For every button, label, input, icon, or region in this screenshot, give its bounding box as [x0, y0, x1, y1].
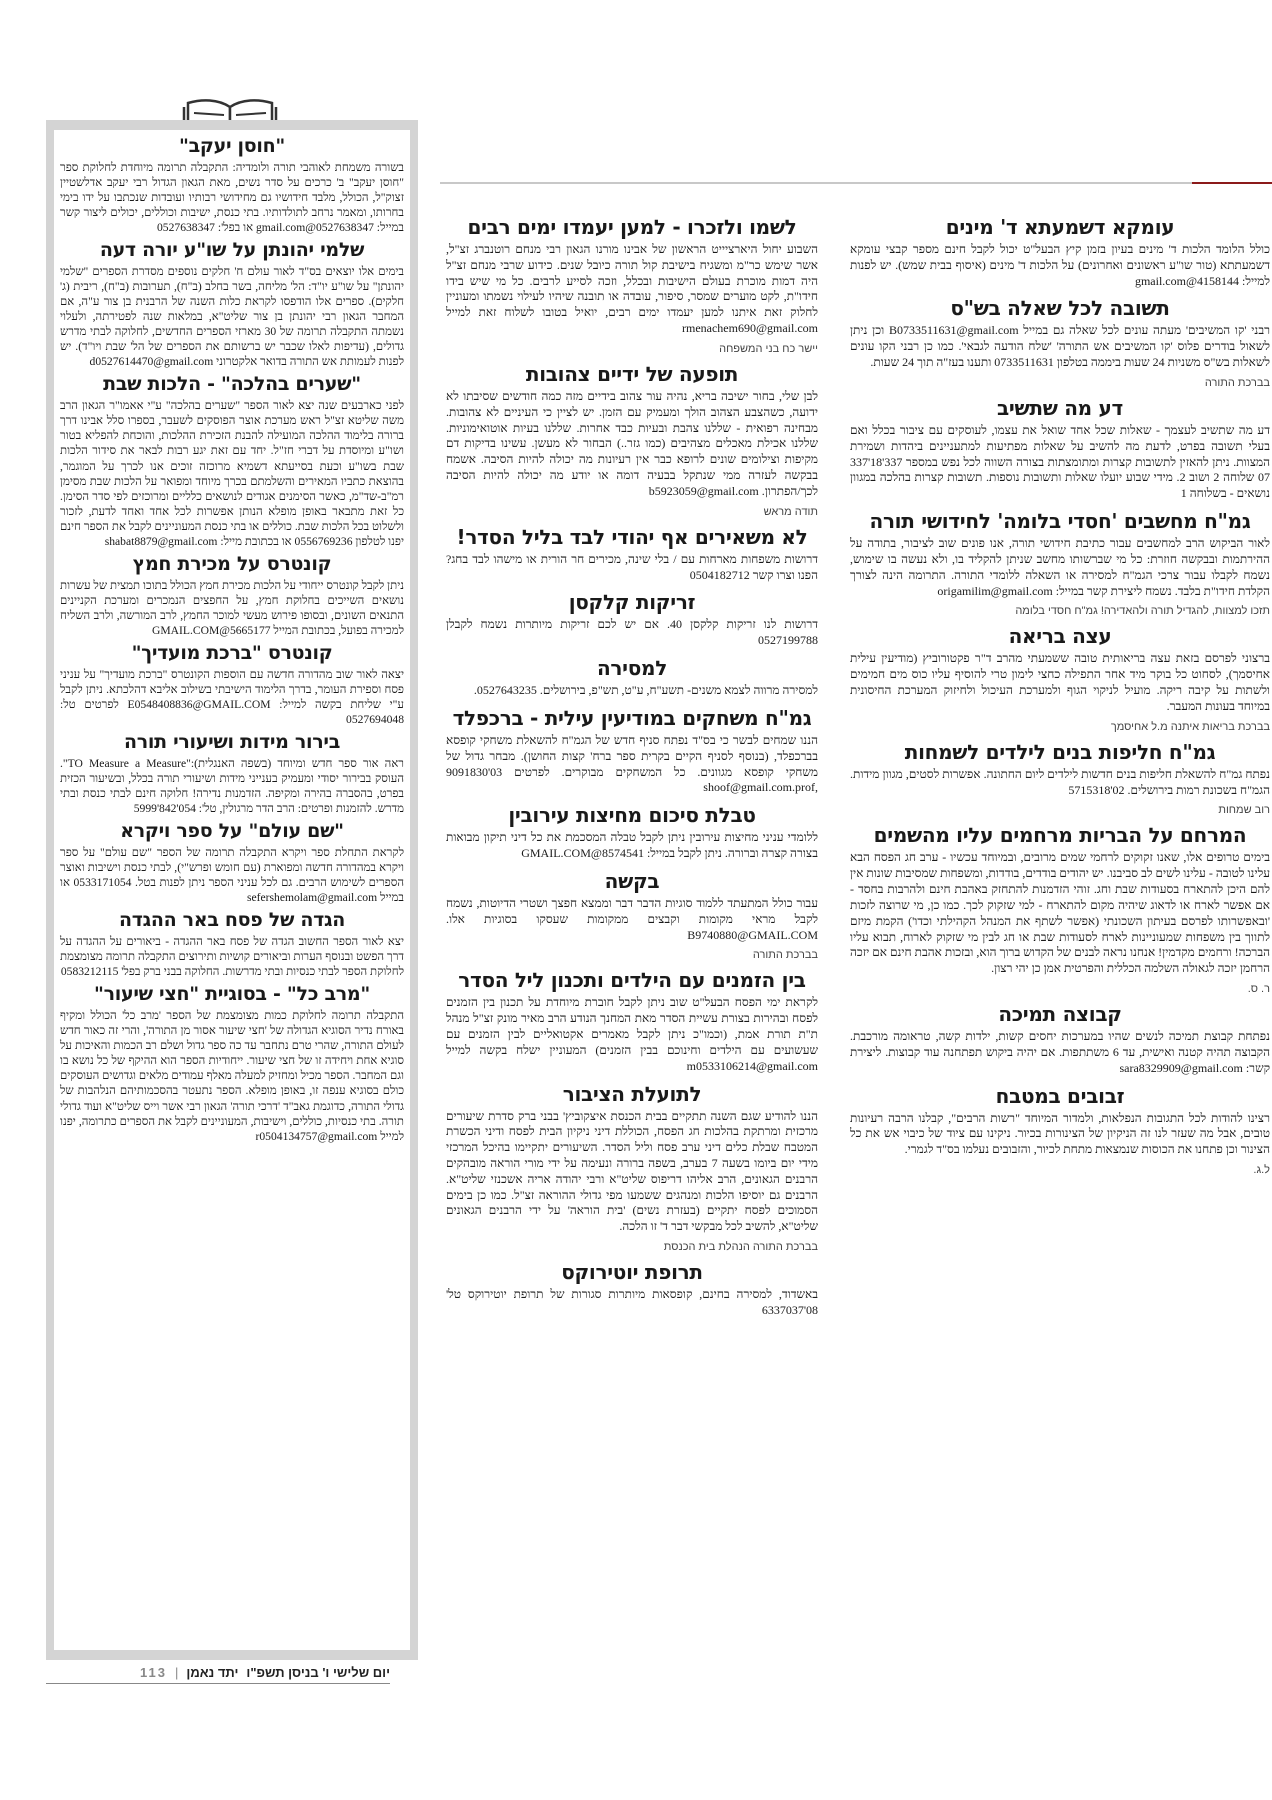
page-number: 113	[140, 1665, 168, 1680]
ad-body: ברצוני לפרסם בזאת עצה בריאותית טובה ששמעתי מהרב ד"ר פקטורוביץ (מודיעין עילית אחיסמך), לסחוט כל בוקר מיד אחר התפילה כחצי לימון טרי להוסיף עליו כוס מים חמימים ולשתות על קיבה ריקה. מועיל לניקוי הגוף ולמערכת העיכול ולחיזוק המערכת החיסונית במיוחד בעונות המעבר.	[850, 651, 1270, 713]
ad-signature: ר. ס.	[1247, 983, 1270, 996]
ad-title: לא משאירים אף יהודי לבד בליל הסדר!	[456, 524, 808, 549]
ad-body: עבור כולל המתעתד ללמוד סוגיות הדבר דבר וממצא חפצך ושטרי הדיוטות, נשמח לקבל מראי מקומות וקבצים ממקומות שעסקו בסוגיות אלו. B9740880@GMAIL.COM	[446, 895, 818, 942]
classified-ad	[850, 397, 1270, 502]
ad-body: למסירה מרווה לצמא משנים- תשע"ח, ע"ט, תש"פ, בירושלים. 0527643235.	[473, 683, 818, 698]
ad-title: זבובים במטבח	[995, 1083, 1125, 1108]
ad-signature: ל.ג.	[1253, 1163, 1270, 1176]
column-left	[46, 120, 418, 1660]
ad-body: לאור הביקוש הרב למחשבים עבור כתיבת חידושי תורה, אנו פונים שוב לציבור, בתודה על ההירתמות ובבקשה חוזרת: כל מי שברשותו מחשב שניתן להקליד בו, ולא נעשה בו שימוש, נשמח לקבלו עבור צרכי הגמ"ח למסירה או השאלה ללומדי התורה. התרומה הינה לצורך הקלדת חידו"ת בלבד. נשמח ליצירת קשר במייל: origamilim@gmail.com	[850, 536, 1270, 598]
ad-body: לפני כארבעים שנה יצא לאור הספר "שערים בהלכה" ע"י אאמו"ר הגאון הרב משה שליטא זצ"ל ראש מערכת אוצר הפוסקים לשעבר, בספרו סלל אבינו דרך ברורה בלימוד ההלכה המועילה להבנת הזכירת ההלכות, והוכחת להפליא בטור ושו"ע ומיוסדת על דברי חז"ל. יחד עם זאת יגע רבות לבאר את סידור הלכות שבת בשו"ע וכעת בסייעתא דשמיא מרוכזה זוכים אנו לכרך על המוגמר, בהוצאת כתביו המאירים והשלמתם בכרך מיוחד ומפואר על הלכות שבת מסימן רמ"ב-שד"מ, כאשר הסימנים אגודים לנושאים כלליים ומרוכזים לפי סדר הסימן. כל זאת מתבאר באופן מופלא הנותן אפשרות לכל אחד ואחד לדעת, לזכור ולשלוט בכל הלכות שבת. כוללים או בתי כנסת המעוניינים לקבל את הספר חינם יפנו לטלפון 0556769236 או בכתובת מייל: shabat8879@gmail.com	[60, 399, 404, 548]
classified-ad	[850, 741, 1270, 817]
ad-title: תשובה לכל שאלה בש"ס	[950, 296, 1170, 321]
classified-ad	[850, 297, 1270, 388]
footer-separator: |	[175, 1665, 179, 1680]
ad-title: המרחם על הבריות מרחמים עליו מהשמים	[873, 823, 1247, 848]
ad-title: גמ"ח משחקים במודיעין עילית - ברכפלד	[452, 705, 812, 730]
ad-body: רבני 'קו המשיבים' מעתה עונים לכל שאלה גם במייל B0733511631@gmail.com וכן ניתן לשאול בודרים פלוס 'קו המשיבים אש התורה' 'שלח הודעה לגבאי'. כמו כן רבני הקו עונים לשאלות בש"ס משניות 24 שעות ביממה בטלפון 0733511631 ותענו בעז"ה תוך 24 שעות.	[850, 323, 1270, 370]
ad-title: טבלת סיכום מחיצות עירובין	[508, 803, 756, 828]
ad-body: לקראת התחלת ספר ויקרא התקבלה תרומה של הספר "שם עולם" על ספר ויקרא במהדורה חדשה ומפוארת (עם חומש ופרש"י), לבתי כנסת וישיבות ואוצר הספרים לשימוש הרבים. גם לכל עניני הספר ניתן לפנות בטל. 0533171054 או במייל sefershemolam@gmail.com	[60, 846, 404, 905]
ad-title: בקשה	[604, 868, 660, 893]
classified-ad	[850, 625, 1270, 732]
ad-body: באשדוד, למסירה בחינם, קופסאות מיותרות סגורות של תרופת יוטירוקס טל' 08'6337037	[446, 1287, 818, 1317]
page-footer	[46, 1662, 390, 1684]
ad-title: גמ"ח חליפות בנים לילדים לשמחות	[904, 739, 1216, 764]
classified-ad	[446, 804, 818, 862]
classified-ad	[60, 374, 404, 548]
ad-body: הננו שמחים לבשר כי בס"ד נפתח סניף חדש של הגמ"ח להשאלת משחקי קופסא בברכפלד, (בנוסף לסניף הקיים בקרית ספר ברח' קצות החושן). מבחר גדול של משחקי קופסא מגוונים. כל המשחקים מבוקרים. לפרטים 03'9091830 ,shoof@gmail.com.prof	[446, 732, 818, 795]
ad-title: בירור מידות ושיעורי תורה	[124, 731, 340, 754]
ad-title: לשמו ולזכרו - למען יעמדו ימים רבים	[467, 215, 797, 239]
ad-title: בין הזמנים עם הילדים ותכנון ליל הסדר	[458, 968, 806, 993]
ad-title: קונטרס "ברכת מועדיך"	[131, 642, 333, 664]
ad-title: לתועלת הציבור	[562, 1081, 702, 1106]
ad-body: ללומדי עניני מחיצות עירובין ניתן לקבל טבלה המסכמת את כל דיני תיקון מבואות בצורה קצרה וברורה. ניתן לקבל במייל: 8574541@GMAIL.COM	[446, 830, 818, 861]
footer-publication: יתד נאמן	[186, 1665, 239, 1680]
ad-title: קונטרס על מכירת חמץ	[132, 552, 332, 575]
ad-body: דרושות לנו זריקות קלקסן 40. אם יש לכם זריקות מיותרות נשמח לקבלן 0527199788	[446, 617, 818, 648]
ad-signature: רוב שמחות	[1218, 804, 1270, 817]
classified-ad	[446, 707, 818, 796]
ad-body: בימים אלו יוצאים בס"ד לאור עולם ח' חלקים נוספים מסדרת הספרים "שלמי יהונתן" על שו"ע יו"ד: הל' מליחה, בשר בחלב (ב"ח), תערובות (ב"ח), ריבית (ג' חלקים). ספרים אלו הודפסו לקראת כלות השנה של הרבנית בן צור ע"ה, אם המחבר הגאון רבי יהונתן בן צור שליט"א, במלאות שנה לפטירתה, ולעלוי נשמתה התקבלה תרומה של 30 מארזי הספרים החדשים, לחלוקה לבתי מדרש גדולים, (עדיפות לאלו שכבר יש ברשותם את הספרים של הל' שבת ויו"ד). יש לפנות לעמותת אש התורה בדואר אלקטרוני d0527614470@gmail.com	[60, 265, 404, 369]
ad-body: נפתחת קבוצת תמיכה לנשים שהיו במערכות יחסים קשות, ילדות קשה, טראומה מורכבת. הקבוצה תהיה קטנה ואישית, עד 6 משתתפות. אם יהיה ביקוש תפתחנה עוד קבוצות. ליצירת קשר: sara8329909@gmail.com	[850, 1029, 1270, 1075]
ad-signature: תזכו למצוות, להגדיל תורה ולהאדירה! גמ"ח חסדי בלומה	[1015, 605, 1270, 618]
classified-ad	[850, 1085, 1270, 1176]
classified-ad	[446, 657, 818, 699]
ad-title: עומקא דשמעתא ד' מינים	[945, 215, 1175, 239]
ad-signature: יישר כח בני המשפחה	[719, 342, 818, 355]
ad-body: יצא לאור הספר החשוב הגדה של פסח באר ההגדה - ביאורים על ההגדה על דרך הפשט ובנוסף הערות וביאורים קושיות ותירוצים התקבלה תרומה מצומצמת לחלוקת הספר לבתי כנסיות ובתי מדרשות. החלוקה בבני ברק בפל' 0583212115	[60, 935, 404, 979]
ad-title: הגדה של פסח באר ההגדה	[119, 909, 345, 932]
ad-title: "מרב כל" - בסוגיית "חצי שיעור"	[94, 983, 370, 1006]
classified-ad	[446, 216, 818, 355]
ad-body: ראה אור ספר חדש ומיוחד (בשפה האנגלית):"TO Measure a Measure". העוסק בבירור יסודי ומעמיק בענייני מידות ושיעורי תורה בכלל, ובשיעור הכזית בפרט, בהסברה בהירה ומקיפה. הזדמנות נדירה! חלוקה חינם לבתי כנסת ובתי מדרש. להזמנות ופרטים: הרב הדר מרגולין, טל': 054'842'5999	[60, 756, 404, 816]
classified-ad	[60, 136, 404, 235]
classified-ad	[60, 821, 404, 905]
ad-body: רצינו להודות לכל התגובות הנפלאות, ולמדור המיוחד "רשות הרבים", קבלנו הרבה רעיונות טובים, אבל מה שעזר לנו זה הניקיון של הצינורות בכיור. ניקינו עם ציוד של כיבוי אש את כל הצינור וכן פתחנו את הכוסות שנמצאות מתחת לכיור, והזבובים נעלמו בס"ד לגמרי.	[850, 1110, 1270, 1157]
column-right	[850, 212, 1270, 1660]
header-divider	[440, 182, 1272, 184]
ad-signature: תודה מראש	[763, 505, 818, 518]
footer-date: יום שלישי ו' בניסן תשפ"ו	[246, 1665, 390, 1680]
ad-title: למסירה	[596, 656, 668, 681]
classified-ad	[446, 363, 818, 518]
classified-ad	[850, 1003, 1270, 1076]
ad-title: "שערים בהלכה" - הלכות שבת	[103, 373, 361, 396]
ad-title: שלמי יהונתן על שו"ע יורה דעה	[99, 239, 365, 262]
classified-ad	[446, 526, 818, 584]
ad-body: התקבלה תרומה לחלוקת כמות מצומצמת של הספר 'מרב כל' הכולל ומקיף באורח נדיר הסוגיא הגדולה של 'חצי שיעור אסור מן התורה', והרי זה כאור חדש לעולם התורה, שהרי טרם נתחבר עד כה ספר גדול ושלם רב הכמות והאיכות על סוגיא אחת ויחידה זו של חצי שיעור. ייחודיות הספר הוא ההיקף של כל נושא בו וגם המחבר. הספר מכיל ומחזיק למעלה מאלף עמודים מלאים וגדושים העוסקים כולם בסוגיא ענפה זו, באופן מופלא. הספר נתעטר בהסכמותיהם הנלהבות של גדולי התורה, כדוגמת גאב"ד 'דרכי תורה' הגאון רבי אשר וייס שליט"א ועוד גדולי תורה. בתי כנסיות, כוללים, וישיבות, המעוניינים לקבל את הספרים כתרומה, יפנו למייל r0504134757@gmail.com	[60, 1009, 404, 1143]
ad-body: ניתן לקבל קונטרס ייחודי על הלכות מכירת חמץ הכולל בתוכו תמצית של עשרות נושאים השייכים בחלוקת חמץ, על החפצים הנמכרים ומערכת הקניינים התנאים השונים, ובסופו פירוש מעשי למוכר החמץ, לרב המורשה, ולרב השליח למכירה בפועל, בכתובת המייל 5665177@GMAIL.COM	[60, 578, 404, 637]
ad-signature: בברכת בריאות איתנה מ.ל אחיסמך	[1110, 720, 1270, 733]
ad-title: זריקות קלקסן	[568, 590, 696, 615]
ad-body: כולל הלומד הלכות ד' מינים בעיון בזמן קיץ הבעל"ט יכול לקבל חינם מספר קבצי עומקא דשמעתתא (טור שו"ע ראשונים ואחרונים) על הלכות ד' מינים (איסוף בבית שמש). יש לפנות למייל: 4158144@gmail.com	[850, 242, 1270, 288]
ad-body: לבן שלי, בחור ישיבה בריא, נהיה עור צהוב בידיים מזה כמה חודשים שסיבתו לא ידועה, כשהצבע הצהוב הולך ומעמיק עם הזמן. יש לציין כי העיניים לא צהובות. מבחינה רפואית - שללנו צהבת ובעיות כבד אחרות. שללנו בעיות אוטואימוניות. שללנו אכילת מאכלים מצהיבים (כמו גזר..) הבחור לא מעשן. עשינו בדיקות דם מקיפות וצילומים שונים לרופא כבר אין רעיונות מה יכולה להיות הסיבה. אשמח בבקשה לעזרה ממי שנתקל בבעיה דומה או יודע מה יכולה להיות הסיבה לכך/הפתרון. b5923059@gmail.com	[446, 388, 818, 498]
classified-ad	[446, 591, 818, 649]
classified-ad	[850, 216, 1270, 289]
ad-body: השבוע יחול היארציייט הראשון של אבינו מורנו הגאון רבי מנחם רוטנברג זצ"ל, אשר שימש כר"מ ומשגיח בישיבת קול תורה כיובל שנים. כידוע שרבי מנחם זצ"ל היה דמות מוכרת בעולם הישיבות ובכלל, וזכה לסייע לרבים. כל מי שיש בידו חידו"ת, לקט מוערים שמסר, סיפור, עובדה או תובנה שיהיו לעילוי נשמתו ומעוניין לחלוק זאת איתנו למען יעמדו ימים רבים, יואיל בטובו לשלוח זאת למייל rmenachem690@gmail.com	[446, 242, 818, 336]
ad-title: גמ"ח מחשבים 'חסדי בלומה' לחידושי תורה	[869, 509, 1251, 534]
ad-body: בימים טרופים אלו, שאנו זקוקים לרחמי שמים מרובים, ובמיוחד עכשיו - ערב חג הפסח הבא עלינו לטובה - עלינו לשים לב סביבנו. יש יהודים בודדים, בודדות, ומשפחות שמסיבות שונות אין להם היכן להתארח בסעודות שבת וחג. זוהי הזדמנות להתחזק באהבת חינם ולהרבות בחסד - אם אפשר לארח או לדאוג שיהיה מקום להתארח - למי שזקוק לכך. כמו כן, מי שרוצה לזכות 'ובאפשרותו לפרסם בעיתון השכונתי (אפשר לשתף את המנהל הקהילתי וכדו') הקמת מיזם לתווך בין משפחות שמעוניינות לארח לסעודות שבת או חג לבין מי שזקוק לארוח, תבוא עליו הברכה! ורחמים מקדמין! אנחנו נראה לבנים של הקדוש ברוך הוא, ובזכות אהבת חינם אם יזכה הרחמן יזכה לגאולה השלמה הכללית והפרטית אמן כן יהי רצון.	[850, 850, 1270, 976]
classified-ad	[850, 510, 1270, 617]
ad-signature: בברכת התורה	[752, 949, 818, 962]
ad-title: תופעה של ידיים צהובות	[525, 361, 739, 386]
ad-body: דע מה שתשיב לעצמך - שאלות שכל אחד שואל את עצמו, לעוסקים עם ציבור בכלל ואם בעלי תשובה בפרט, לדעת מה להשיב על שאלות מפתיעות למתעניינים ביהדות ושמירת המצוות. ניתן להאזין לתשובות קצרות ומתומצתות בצורה השווה לכל נפש במספר 337'18'337 07 שלוחה 2 ושוב 2. מידי שבוע יועלו שאלות ותשובות נוספות. תשובות קצרות בהלכה במגוון נושאים - בשלוחה 1	[850, 422, 1270, 501]
ad-body: דרושות משפחות מארחות עם / בלי שינה, מכירים חר הורית או מישהו לבד בחג? הפנו וצרו קשר 0504182712	[446, 551, 818, 582]
ad-signature: בברכת התורה	[1204, 376, 1270, 389]
classified-ad	[850, 824, 1270, 995]
classified-ad	[446, 969, 818, 1074]
ad-title: קבוצה תמיכה	[998, 1002, 1122, 1027]
classified-ad	[60, 910, 404, 979]
ad-body: נפתח גמ"ח להשאלת חליפות בנים חדשות לילדים ליום החתונה. אפשרות לסטים, מגוון מידות. הגמ"ח בשכונת רמות בירושלים. 02'5715318	[850, 766, 1270, 797]
column-middle	[446, 212, 818, 1660]
classified-ad	[60, 554, 404, 638]
classified-ad	[60, 643, 404, 727]
ad-body: יצאה לאור שוב מהדורה חדשה עם הוספות הקונטרס "ברכת מועדיך" על עניני פסח וספירת העומר, בדרך הלימוד הישיבתי בשילוב אליבא דהלכתא. ניתן לקבל ע"י שליחת בקשה למייל: E0548408836@GMAIL.COM לפרטים טל: 0527694048	[60, 667, 404, 727]
ad-title: תרופת יוטירוקס	[561, 1260, 703, 1285]
ad-body: בשורה משמחת לאוהבי תורה ולומדיה: התקבלה תרומה מיוחדת לחלוקת ספר "חוסן יעקב" ב' כרכים על סדר נשים, מאת הגאון הגדול רבי יעקב אדלשטיין זצוק"ל, הכולל, מלבד חידושיו גם מחידושי רבותיו ועובדות שנכתבו על ידו בימי בחרותו, ומאמר נרחב לתולדותיו. בתי כנסת, ישיבות וכוללים, יכולים ליצור קשר במייל: 0527638347@gmail.com או בפל': 0527638347	[60, 160, 404, 235]
classified-ad	[60, 984, 404, 1143]
ad-body: לקראת ימי הפסח הבעל"ט שוב ניתן לקבל חוברת מיוחדת על תכנון בין הזמנים לפסח ובהירות בצורת עשיית הסדר מאת המחנך הנודע הרב מאיר מונק זצ"ל מנהל ת"ת תורת אמת, (וכמו"כ ניתן לקבל מאמרים אקטואליים לבין הזמנים עם שעשועים עם הילדים וחינוכם בבין הזמנים) המעוניין ישלח בקשה למייל m0533106214@gmail.com	[446, 995, 818, 1073]
ad-title: עצה בריאה	[1008, 624, 1112, 649]
classified-ad	[60, 240, 404, 369]
ad-title: "שם עולם" על ספר ויקרא	[120, 820, 344, 843]
ad-title: "חוסן יעקב"	[179, 135, 285, 157]
ad-body: הננו להודיע שגם השנה תתקיים בבית הכנסת איצקוביץ' בבני ברק סדרת שיעורים מרכזית ומרתקת בהלכות חג הפסח, הכוללת דיני ניקיון הבית לפסח ודיני הכשרת המטבח שבלת כלים דיני ערב פסח וליל הסדר. השיעורים יתקיימו בהיכל המרכזי מידי יום ביומו בשעה 7 בערב, בשפה ברורה ונעימה על ידי מורי הוראה מובהקים הרבנים הגאונים, הרב אליהו דריפוס שליט"א ורבי יהודה אריה אשכנזי שליט"א. הרבנים גם יוסיפו הלכות ומנהגים ששמעו מפי גדולי ההוראה זצ"ל. כמו כן בימים הסמוכים לפסח יתקיים (בעזרת נשים) 'בית הוראה' על ידי הרבנים הגאונים שליט"א, להשיב לכל מבקשי דבר ד' זו הלכה.	[446, 1108, 818, 1234]
ad-title: דע מה שתשיב	[997, 395, 1123, 420]
classified-ad	[446, 1083, 818, 1254]
classified-ad	[446, 1261, 818, 1319]
classified-ad	[446, 870, 818, 961]
ad-signature: בברכת התורה הנהלת בית הכנסת	[663, 1241, 818, 1254]
column-left-inner	[54, 130, 410, 1650]
classified-ad	[60, 732, 404, 816]
